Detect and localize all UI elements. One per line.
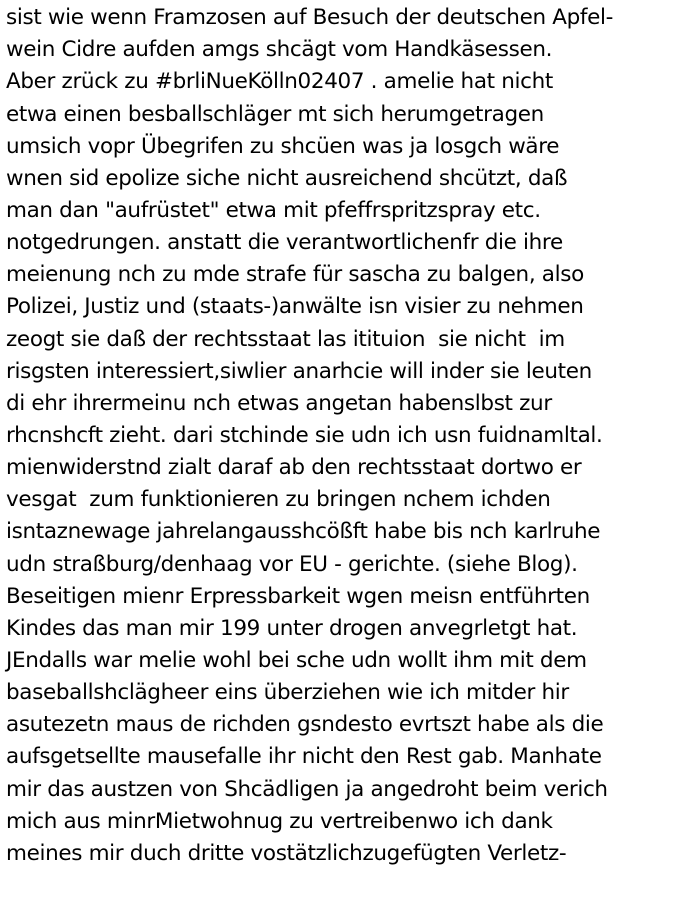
text-line: baseballshclägheer eins überziehen wie ich mitder hir	[6, 680, 569, 705]
text-line: aufsgetsellte mausefalle ihr nicht den Rest gab. Manhate	[6, 744, 602, 769]
text-line: Aber zrück zu #brliNueKölln02407 . amelie hat nicht	[6, 69, 553, 94]
text-line: notgedrungen. anstatt die verantwortlichenfr die ihre	[6, 230, 563, 255]
text-line: udn straßburg/denhaag vor EU - gerichte. (siehe Blog).	[6, 552, 578, 577]
text-line: meines mir duch dritte vostätzlichzugefügten Verletz-	[6, 841, 567, 866]
text-line: mir das austzen von Shcädligen ja angedroht beim verich	[6, 777, 608, 802]
text-line: umsich vopr Übegrifen zu shcüen was ja losgch wäre	[6, 134, 560, 159]
text-line: wnen sid epolize siche nicht ausreichend shcützt, daß	[6, 166, 568, 191]
text-line: wein Cidre aufden amgs shcägt vom Handkäsessen.	[6, 37, 553, 62]
text-line: di ehr ihrermeinu nch etwas angetan habenslbst zur	[6, 391, 552, 416]
text-line: mienwiderstnd zialt daraf ab den rechtsstaat dortwo er	[6, 455, 582, 480]
text-line: sist wie wenn Framzosen auf Besuch der deutschen Apfel-	[6, 5, 613, 30]
text-line: zeogt sie daß der rechtsstaat las itituion sie nicht im	[6, 327, 565, 352]
text-line: JEndalls war melie wohl bei sche udn wollt ihm mit dem	[6, 648, 587, 673]
text-line: Beseitigen mienr Erpressbarkeit wgen meisn entführten	[6, 584, 590, 609]
text-line: etwa einen besballschläger mt sich herumgetragen	[6, 102, 544, 127]
text-line: isntaznewage jahrelangausshcößft habe bis nch karlruhe	[6, 519, 601, 544]
text-line: mich aus minrMietwohnug zu vertreibenwo ich dank	[6, 809, 553, 834]
text-line: risgsten interessiert,siwlier anarhcie will inder sie leuten	[6, 359, 592, 384]
text-line: Polizei, Justiz und (staats-)anwälte isn visier zu nehmen	[6, 294, 584, 319]
text-line: rhcnshcft zieht. dari stchinde sie udn ich usn fuidnamltal.	[6, 423, 603, 448]
text-line: asutezetn maus de richden gsndesto evrtszt habe als die	[6, 712, 604, 737]
text-line: Kindes das man mir 199 unter drogen anvegrletgt hat.	[6, 616, 578, 641]
text-line: meienung nch zu mde strafe für sascha zu balgen, also	[6, 262, 584, 287]
text-line: man dan "aufrüstet" etwa mit pfeffrspritzspray etc.	[6, 198, 541, 223]
text-line: vesgat zum funktionieren zu bringen nchem ichden	[6, 487, 551, 512]
